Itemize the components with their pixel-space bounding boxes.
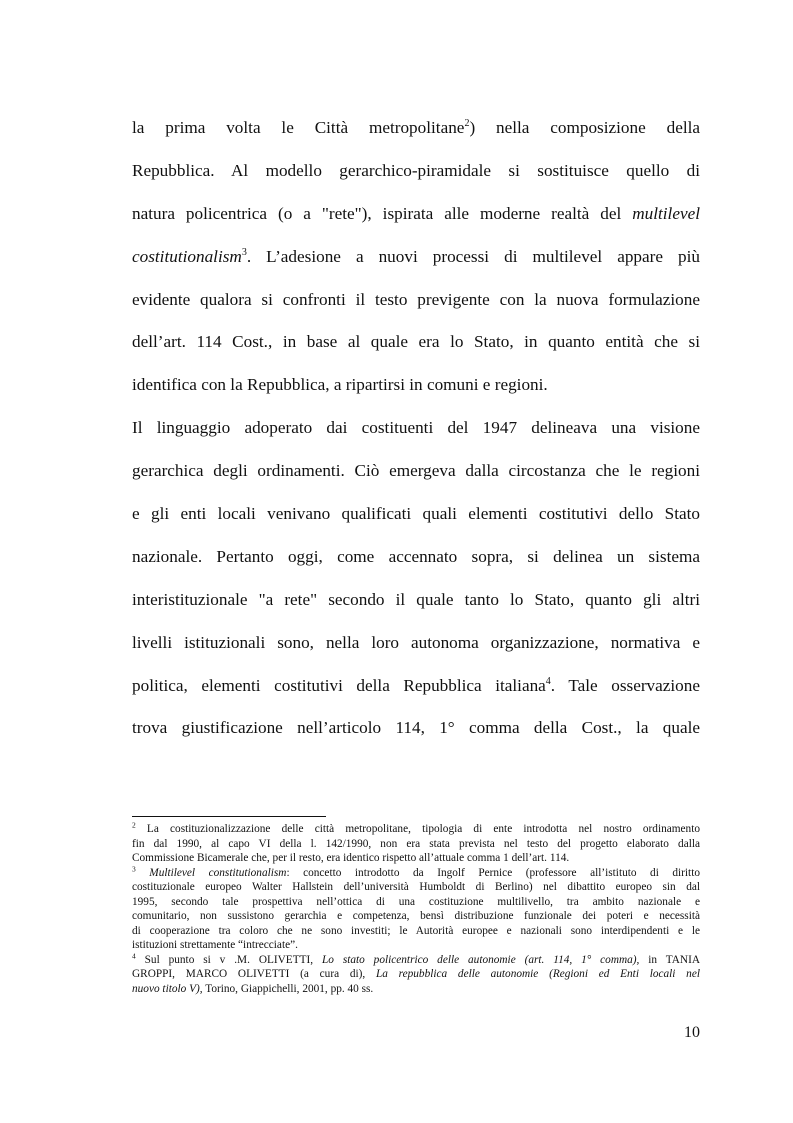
- body-line: costitutionalism$^3$. L’adesione a nuovi processi di multilevel appare più: [132, 246, 700, 266]
- body-line: interistituzionale "a rete" secondo il quale tanto lo Stato, quanto gli altri: [132, 589, 700, 609]
- body-line: Repubblica. Al modello gerarchico-piramidale si sostituisce quello di: [132, 160, 700, 180]
- footnote-line: $^4$ Sul punto si v .M. OLIVETTI, Lo stato policentrico delle autonomie (art. 114, 1° comma), in TANIA: [132, 952, 700, 966]
- body-line: politica, elementi costitutivi della Repubblica italiana$^4$. Tale osservazione: [132, 675, 700, 695]
- footnote-ref: 4: [545, 675, 551, 687]
- footnote-line: costituzionale europeo Walter Hallstein dell’università Humboldt di Berlino) nel dibattito europeo sin dal: [132, 881, 700, 893]
- body-text: [132, 107, 700, 750]
- footnote-line: nuovo titolo V), Torino, Giappichelli, 2001, pp. 40 ss.: [132, 982, 374, 995]
- body-line: evidente qualora si confronti il testo previgente con la nuova formulazione: [132, 289, 700, 309]
- body-line: identifica con la Repubblica, a ripartirsi in comuni e regioni.: [132, 375, 548, 395]
- footnote-line: istituzioni strettamente “intrecciate”.: [132, 939, 298, 951]
- footnote-ref: 3: [241, 246, 247, 258]
- body-line: Il linguaggio adoperato dai costituenti del 1947 delineava una visione: [132, 418, 700, 438]
- body-line: trova giustificazione nell’articolo 114, 1° comma della Cost., la quale: [132, 718, 700, 738]
- footnote-line: comunitario, non sussistono gerarchia e competenza, bensì distribuzione funzionale dei poteri e necessità: [132, 910, 700, 922]
- footnote-line: di cooperazione tra coloro che ne sono investiti; le Autorità europee e nazionali sono interdipendenti e le: [132, 924, 700, 937]
- page-number: 10: [684, 1024, 700, 1041]
- footnote-line: 1995, secondo tale prospettiva nell’ottica di una costituzione multilivello, tra ambito nazionale e: [132, 895, 700, 908]
- body-line: la prima volta le Città metropolitane$^2$) nella composizione della: [132, 118, 700, 137]
- body-line: natura policentrica (o a "rete"), ispirata alle moderne realtà del multilevel: [132, 203, 700, 223]
- footnotes: [132, 822, 700, 996]
- body-line: dell’art. 114 Cost., in base al quale era lo Stato, in quanto entità che si: [132, 332, 700, 352]
- body-line: gerarchica degli ordinamenti. Ciò emergeva dalla circostanza che le regioni: [132, 461, 700, 481]
- body-line: livelli istituzionali sono, nella loro autonoma organizzazione, normativa e: [132, 632, 700, 652]
- body-line: e gli enti locali venivano qualificati quali elementi costitutivi dello Stato: [132, 504, 700, 524]
- footnote-line: $^2$ La costituzionalizzazione delle città metropolitane, tipologia di ente introdotta nel nostro ordinamento: [132, 822, 700, 835]
- footnote-line: GROPPI, MARCO OLIVETTI (a cura di), La repubblica delle autonomie (Regioni ed Enti locali nel: [132, 968, 700, 980]
- footnote-separator: [132, 816, 326, 817]
- footnote-line: Commissione Bicamerale che, per il resto, era identico rispetto all’attuale comma 1 dell’art. 114.: [132, 852, 570, 864]
- footnote-line: $^3$ Multilevel constitutionalism: concetto introdotto da Ingolf Pernice (professore all’istituto di diritto: [132, 865, 700, 879]
- body-line: nazionale. Pertanto oggi, come accennato sopra, si delinea un sistema: [132, 546, 700, 566]
- footnote-ref: 2: [464, 118, 470, 129]
- footnote-line: fin dal 1990, al capo VI della l. 142/1990, non era stata prevista nel testo del progetto elaborato dalla: [132, 837, 700, 850]
